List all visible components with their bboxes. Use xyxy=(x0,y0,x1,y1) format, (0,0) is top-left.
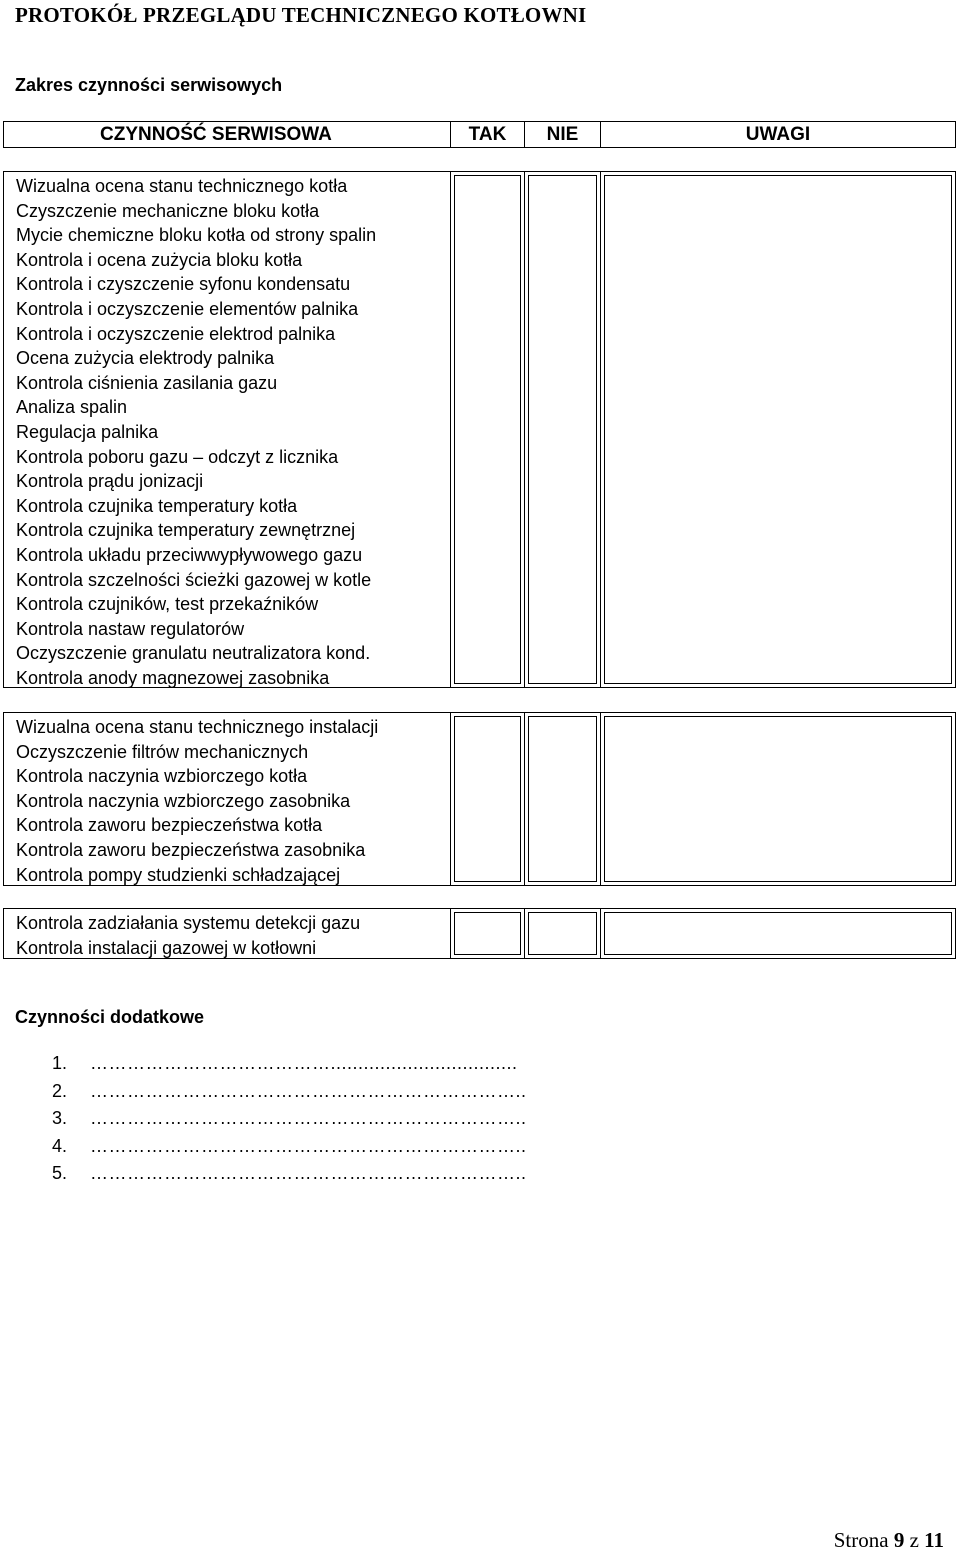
additional-item[interactable] xyxy=(52,1081,527,1102)
activity-row: Mycie chemiczne bloku kotła od strony spalin xyxy=(16,225,377,246)
yes-column[interactable] xyxy=(451,909,525,958)
activity-row: Wizualna ocena stanu technicznego kotła xyxy=(16,176,348,196)
no-column[interactable] xyxy=(525,713,601,885)
activity-row: Oczyszczenie granulatu neutralizatora kond. xyxy=(16,643,371,664)
activity-column xyxy=(4,713,451,885)
additional-item[interactable] xyxy=(52,1053,518,1074)
table-header xyxy=(3,121,956,148)
activity-row: Kontrola czujnika temperatury kotła xyxy=(16,495,298,516)
notes-column-box[interactable] xyxy=(604,716,952,882)
activity-row: Wizualna ocena stanu technicznego instalacji xyxy=(16,717,379,737)
no-column[interactable] xyxy=(525,909,601,958)
activity-row: Kontrola ciśnienia zasilania gazu xyxy=(16,372,278,393)
item-fill-line[interactable]: …………………………………………………………….. xyxy=(90,1108,527,1128)
footer-total: 11 xyxy=(924,1528,944,1552)
activity-row: Kontrola i oczyszczenie elektrod palnika xyxy=(16,323,336,344)
activity-row: Kontrola zadziałania systemu detekcji gazu xyxy=(16,913,361,933)
activity-row: Kontrola zaworu bezpieczeństwa kotła xyxy=(16,815,323,836)
no-column-box[interactable] xyxy=(528,716,597,882)
activity-row: Kontrola czujników, test przekaźników xyxy=(16,594,319,615)
footer-sep: z xyxy=(909,1528,919,1552)
activity-row: Kontrola naczynia wzbiorczego kotła xyxy=(16,766,308,787)
additional-item[interactable] xyxy=(52,1108,527,1129)
activity-row: Kontrola poboru gazu – odczyt z licznika xyxy=(16,446,339,467)
activity-row: Kontrola instalacji gazowej w kotłowni xyxy=(16,937,317,958)
item-number: 3. xyxy=(52,1108,68,1128)
no-column-box[interactable] xyxy=(528,175,597,684)
notes-column[interactable] xyxy=(601,713,955,885)
activity-row: Kontrola anody magnezowej zasobnika xyxy=(16,667,330,688)
activity-row: Kontrola i oczyszczenie elementów palnika xyxy=(16,298,359,319)
additional-item[interactable] xyxy=(52,1136,527,1157)
yes-column-box[interactable] xyxy=(454,912,521,955)
activity-row: Kontrola naczynia wzbiorczego zasobnika xyxy=(16,790,351,811)
footer-prefix: Strona xyxy=(833,1528,889,1552)
header-notes: UWAGI xyxy=(745,123,811,145)
checklist-group-1 xyxy=(3,171,956,688)
activity-row: Oczyszczenie filtrów mechanicznych xyxy=(16,741,309,762)
item-fill-line[interactable]: ………………………………….................................. xyxy=(90,1053,518,1073)
activity-row: Czyszczenie mechaniczne bloku kotła xyxy=(16,200,320,221)
item-number: 2. xyxy=(52,1080,68,1101)
yes-column-box[interactable] xyxy=(454,716,521,882)
additional-item[interactable] xyxy=(52,1163,527,1184)
header-no: NIE xyxy=(525,122,601,147)
activity-row: Kontrola zaworu bezpieczeństwa zasobnika xyxy=(16,839,366,860)
item-fill-line[interactable]: …………………………………………………………….. xyxy=(90,1080,527,1101)
activity-column xyxy=(4,909,451,958)
activity-row: Ocena zużycia elektrody palnika xyxy=(16,348,275,369)
item-number: 1. xyxy=(52,1053,68,1073)
header-yes: TAK xyxy=(451,122,525,147)
yes-column[interactable] xyxy=(451,713,525,885)
activity-row: Regulacja palnika xyxy=(16,421,159,442)
activity-row: Kontrola czujnika temperatury zewnętrznej xyxy=(16,520,356,541)
item-number: 5. xyxy=(52,1163,68,1183)
item-number: 4. xyxy=(52,1135,68,1156)
section-heading-scope: Zakres czynności serwisowych xyxy=(15,75,283,95)
activity-row: Kontrola pompy studzienki schładzającej xyxy=(16,864,341,885)
notes-column-box[interactable] xyxy=(604,175,952,684)
footer-page: 9 xyxy=(893,1528,905,1552)
section-heading-additional: Czynności dodatkowe xyxy=(15,1007,205,1027)
page-title: PROTOKÓŁ PRZEGLĄDU TECHNICZNEGO KOTŁOWNI xyxy=(15,3,587,27)
checklist-group-2 xyxy=(3,712,956,886)
activity-row: Kontrola układu przeciwwypływowego gazu xyxy=(16,544,363,565)
activity-row: Kontrola szczelności ścieżki gazowej w kotle xyxy=(16,569,372,590)
checklist-group-3 xyxy=(3,908,956,959)
yes-column-box[interactable] xyxy=(454,175,521,684)
no-column[interactable] xyxy=(525,172,601,687)
notes-column[interactable] xyxy=(601,172,955,687)
header-activity: CZYNNOŚĆ SERWISOWA xyxy=(4,122,451,147)
notes-column-box[interactable] xyxy=(604,912,952,955)
notes-column[interactable] xyxy=(601,909,955,958)
activity-row: Kontrola nastaw regulatorów xyxy=(16,618,245,639)
no-column-box[interactable] xyxy=(528,912,597,955)
activity-column xyxy=(4,172,451,687)
activity-row: Analiza spalin xyxy=(16,397,128,418)
activity-row: Kontrola i czyszczenie syfonu kondensatu xyxy=(16,274,351,295)
item-fill-line[interactable]: …………………………………………………………….. xyxy=(90,1163,527,1183)
activity-row: Kontrola prądu jonizacji xyxy=(16,471,204,492)
yes-column[interactable] xyxy=(451,172,525,687)
page-footer xyxy=(834,1528,944,1553)
activity-row: Kontrola i ocena zużycia bloku kotła xyxy=(16,249,303,270)
item-fill-line[interactable]: …………………………………………………………….. xyxy=(90,1135,527,1156)
